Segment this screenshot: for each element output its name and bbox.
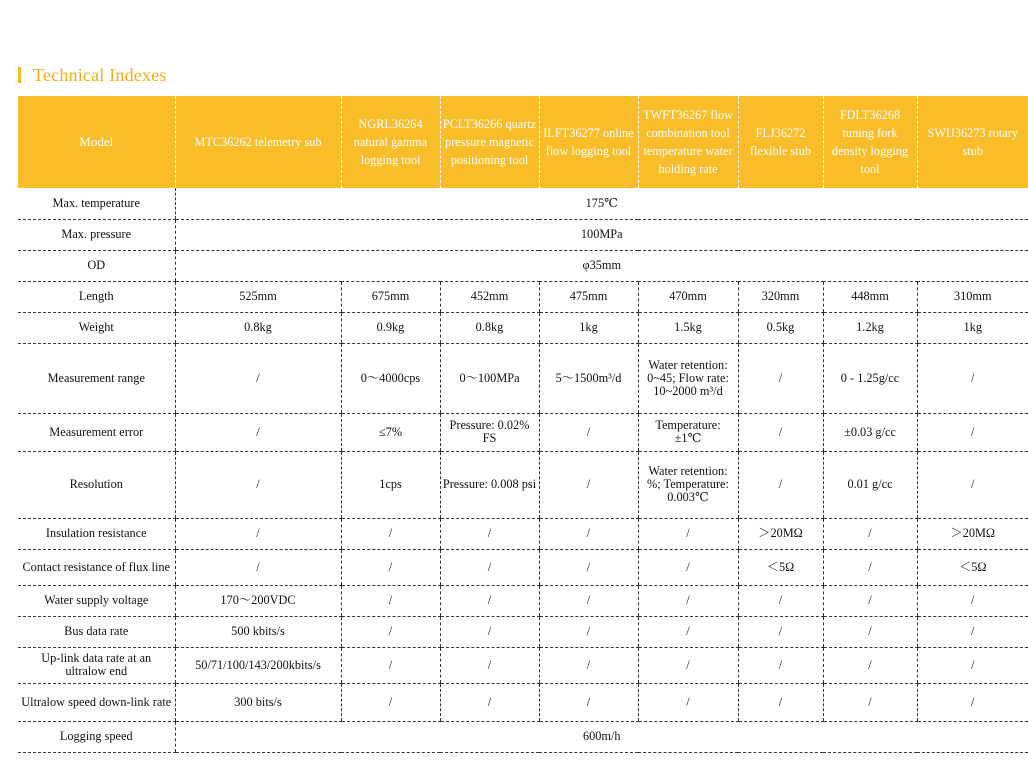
section-title: Technical Indexes	[33, 64, 167, 85]
value-cell: /	[917, 683, 1028, 721]
value-cell: ≤7%	[341, 413, 440, 451]
row-label: Ultralow speed down-link rate	[18, 683, 175, 721]
header-model: Model	[18, 96, 175, 188]
value-cell: 0.01 g/cc	[823, 451, 917, 518]
row-label: Weight	[18, 312, 175, 343]
value-cell: ±0.03 g/cc	[823, 413, 917, 451]
table-row	[18, 250, 1028, 281]
table-row	[18, 549, 1028, 585]
value-cell: ＜5Ω	[738, 549, 823, 585]
row-label: OD	[18, 250, 175, 281]
value-cell: /	[539, 413, 638, 451]
table-row	[18, 188, 1028, 219]
value-cell: 0 - 1.25g/cc	[823, 343, 917, 413]
table-row	[18, 585, 1028, 616]
table-row	[18, 518, 1028, 549]
header-tool: PCLT36266 quartz pressure magnetic positioning tool	[440, 96, 539, 188]
value-cell: /	[341, 518, 440, 549]
value-cell: 0.8kg	[440, 312, 539, 343]
value-cell: 0.9kg	[341, 312, 440, 343]
value-cell: Pressure: 0.02% FS	[440, 413, 539, 451]
value-cell: /	[738, 451, 823, 518]
value-cell: 1.2kg	[823, 312, 917, 343]
value-cell: /	[175, 413, 341, 451]
value-cell: /	[823, 647, 917, 683]
value-cell: /	[738, 683, 823, 721]
value-cell: /	[823, 616, 917, 647]
spanned-value-cell: 600m/h	[175, 721, 1028, 752]
value-cell: 5～1500m³/d	[539, 343, 638, 413]
value-cell: /	[917, 343, 1028, 413]
row-label: Bus data rate	[18, 616, 175, 647]
row-label: Measurement range	[18, 343, 175, 413]
header-tool: ILFT36277 online flow logging tool	[539, 96, 638, 188]
table-row	[18, 343, 1028, 413]
value-cell: /	[175, 343, 341, 413]
value-cell: /	[539, 518, 638, 549]
value-cell: /	[823, 585, 917, 616]
value-cell: /	[341, 549, 440, 585]
value-cell: 0～100MPa	[440, 343, 539, 413]
row-label: Length	[18, 281, 175, 312]
value-cell: /	[175, 549, 341, 585]
row-label: Insulation resistance	[18, 518, 175, 549]
value-cell: /	[440, 518, 539, 549]
value-cell: /	[738, 647, 823, 683]
value-cell: /	[638, 683, 738, 721]
value-cell: /	[341, 616, 440, 647]
value-cell: /	[638, 585, 738, 616]
row-label: Logging speed	[18, 721, 175, 752]
header-tool: MTC36262 telemetry sub	[175, 96, 341, 188]
value-cell: /	[341, 585, 440, 616]
header-tool: FDLT36268 tuning fork density logging tool	[823, 96, 917, 188]
table-row	[18, 312, 1028, 343]
table-row	[18, 413, 1028, 451]
table-row	[18, 721, 1028, 752]
table-row	[18, 683, 1028, 721]
value-cell: /	[823, 683, 917, 721]
value-cell: 50/71/100/143/200kbits/s	[175, 647, 341, 683]
value-cell: /	[917, 413, 1028, 451]
spec-table-container	[18, 96, 1018, 766]
value-cell: /	[823, 549, 917, 585]
value-cell: /	[823, 518, 917, 549]
table-row	[18, 219, 1028, 250]
table-row	[18, 281, 1028, 312]
table-body	[18, 188, 1028, 752]
value-cell: 452mm	[440, 281, 539, 312]
value-cell: /	[539, 616, 638, 647]
value-cell: /	[539, 683, 638, 721]
value-cell: /	[917, 585, 1028, 616]
value-cell: 448mm	[823, 281, 917, 312]
value-cell: /	[440, 549, 539, 585]
value-cell: /	[638, 647, 738, 683]
table-row	[18, 647, 1028, 683]
value-cell: /	[440, 585, 539, 616]
header-tool: SWIJ36273 rotary stub	[917, 96, 1028, 188]
value-cell: Water retention: 0~45; Flow rate: 10~2000 m³/d	[638, 343, 738, 413]
value-cell: /	[738, 413, 823, 451]
value-cell: 170～200VDC	[175, 585, 341, 616]
value-cell: 1cps	[341, 451, 440, 518]
value-cell: /	[175, 451, 341, 518]
header-row	[18, 96, 1028, 188]
value-cell: 675mm	[341, 281, 440, 312]
value-cell: 1kg	[539, 312, 638, 343]
value-cell: /	[539, 647, 638, 683]
spanned-value-cell: 100MPa	[175, 219, 1028, 250]
heading-accent-bar	[18, 67, 21, 83]
value-cell: Temperature: ±1℃	[638, 413, 738, 451]
row-label: Measurement error	[18, 413, 175, 451]
value-cell: /	[917, 451, 1028, 518]
value-cell: 0.8kg	[175, 312, 341, 343]
value-cell: 1kg	[917, 312, 1028, 343]
value-cell: 470mm	[638, 281, 738, 312]
row-label: Max. temperature	[18, 188, 175, 219]
value-cell: 320mm	[738, 281, 823, 312]
spec-table	[18, 96, 1028, 753]
row-label: Max. pressure	[18, 219, 175, 250]
value-cell: ＞20MΩ	[738, 518, 823, 549]
header-tool: TWFT36267 flow combination tool temperature water holding rate	[638, 96, 738, 188]
value-cell: /	[917, 616, 1028, 647]
value-cell: Water retention: %; Temperature: 0.003℃	[638, 451, 738, 518]
value-cell: ＜5Ω	[917, 549, 1028, 585]
value-cell: /	[440, 683, 539, 721]
value-cell: /	[638, 549, 738, 585]
section-heading	[18, 64, 167, 86]
value-cell: /	[738, 585, 823, 616]
row-label: Up-link data rate at an ultralow end	[18, 647, 175, 683]
value-cell: Pressure: 0.008 psi	[440, 451, 539, 518]
header-tool: FLJ36272 flexible stub	[738, 96, 823, 188]
value-cell: /	[539, 451, 638, 518]
value-cell: /	[440, 647, 539, 683]
row-label: Resolution	[18, 451, 175, 518]
row-label: Water supply voltage	[18, 585, 175, 616]
value-cell: 0～4000cps	[341, 343, 440, 413]
value-cell: 475mm	[539, 281, 638, 312]
value-cell: /	[638, 518, 738, 549]
value-cell: /	[638, 616, 738, 647]
value-cell: 300 bits/s	[175, 683, 341, 721]
value-cell: ＞20MΩ	[917, 518, 1028, 549]
value-cell: /	[440, 616, 539, 647]
value-cell: /	[175, 518, 341, 549]
value-cell: 500 kbits/s	[175, 616, 341, 647]
row-label: Contact resistance of flux line	[18, 549, 175, 585]
value-cell: /	[341, 647, 440, 683]
spanned-value-cell: 175℃	[175, 188, 1028, 219]
header-tool: NGRL36264 natural gamma logging tool	[341, 96, 440, 188]
value-cell: /	[738, 343, 823, 413]
table-row	[18, 451, 1028, 518]
value-cell: 525mm	[175, 281, 341, 312]
value-cell: /	[539, 549, 638, 585]
value-cell: 1.5kg	[638, 312, 738, 343]
value-cell: /	[738, 616, 823, 647]
value-cell: /	[539, 585, 638, 616]
value-cell: /	[341, 683, 440, 721]
table-row	[18, 616, 1028, 647]
value-cell: 310mm	[917, 281, 1028, 312]
value-cell: 0.5kg	[738, 312, 823, 343]
spanned-value-cell: φ35mm	[175, 250, 1028, 281]
value-cell: /	[917, 647, 1028, 683]
